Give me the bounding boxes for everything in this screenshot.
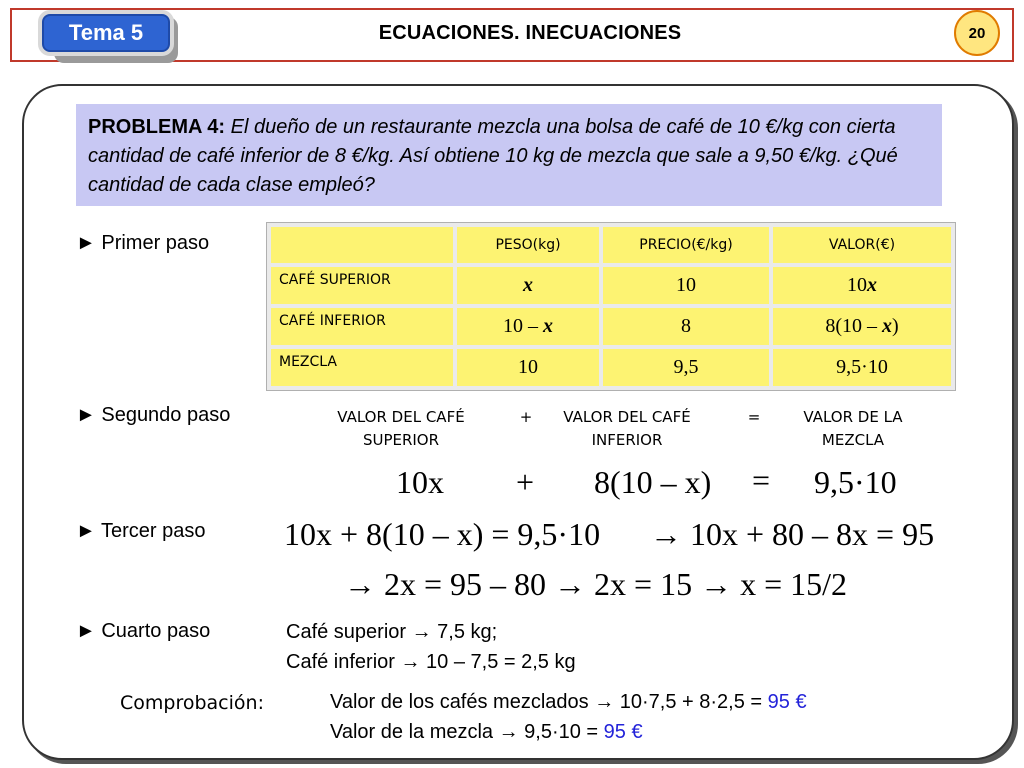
fourth-line1: Café superior → 7,5 kg; [286, 621, 498, 643]
word-term-line: SUPERIOR [362, 431, 440, 449]
table-header-cell: VALOR(€) [773, 227, 951, 263]
row-label: MEZCLA [271, 349, 453, 386]
word-term-line: VALOR DEL CAFÉ [337, 408, 465, 426]
table-row [271, 267, 951, 304]
var-x: x [523, 274, 533, 296]
table-header-row [271, 227, 951, 263]
var-x: x [882, 315, 892, 337]
step-first-label: ► Primer paso [76, 232, 210, 254]
var-x: x [867, 274, 877, 296]
valor-pre: 8(10 – [825, 315, 882, 337]
table-row [271, 349, 951, 386]
cell-peso [457, 267, 599, 304]
row-label: CAFÉ SUPERIOR [271, 267, 453, 304]
check-line1-result: 95 € [767, 691, 807, 713]
tema-tab-label: Tema 5 [68, 20, 144, 45]
word-equals: = [747, 408, 761, 426]
table-header-cell [271, 227, 453, 263]
sym-term2: 8(10 – x) [594, 464, 712, 500]
problem-box [76, 104, 942, 206]
check-label: Comprobación: [120, 692, 264, 714]
var-x: x [543, 315, 553, 337]
tema-tab[interactable] [38, 10, 174, 56]
table-row [271, 308, 951, 345]
problem-label: PROBLEMA 4: [88, 116, 226, 138]
row-label: CAFÉ INFERIOR [271, 308, 453, 345]
cell-valor [773, 308, 951, 345]
third-eq-line1-right: → 10x + 80 – 8x = 95 [650, 516, 935, 552]
check-line1-text: Valor de los cafés mezclados → 10·7,5 + 8·2,5 = [330, 691, 768, 713]
sym-equals: = [752, 462, 771, 498]
sym-term3: 9,5·10 [814, 464, 897, 500]
table-header-cell: PRECIO(€/kg) [603, 227, 769, 263]
cell-precio: 8 [603, 308, 769, 345]
check-line2-result: 95 € [603, 721, 643, 743]
sym-term1: 10x [396, 464, 444, 500]
peso-num: 10 – [503, 315, 543, 337]
third-eq-line2: → 2x = 95 – 80 → 2x = 15 → x = 15/2 [344, 566, 848, 602]
word-term-line: MEZCLA [821, 431, 885, 449]
word-term-line: VALOR DEL CAFÉ [563, 408, 691, 426]
word-term-line: VALOR DE LA [803, 408, 903, 426]
sym-plus: + [516, 464, 535, 500]
word-term-superior [326, 406, 476, 452]
check-line2 [330, 718, 643, 746]
data-table [266, 222, 956, 391]
check-line1 [330, 688, 807, 716]
cell-peso: 10 [457, 349, 599, 386]
cell-valor [773, 267, 951, 304]
page-title: ECUACIONES. INECUACIONES [378, 22, 682, 44]
check-line2-text: Valor de la mezcla → 9,5·10 = [330, 721, 604, 743]
cell-peso [457, 308, 599, 345]
step-fourth-label: ► Cuarto paso [76, 620, 211, 642]
valor-post: ) [892, 315, 899, 337]
cell-valor: 9,5·10 [773, 349, 951, 386]
word-term-inferior [552, 406, 702, 452]
fourth-line2: Café inferior → 10 – 7,5 = 2,5 kg [286, 651, 576, 673]
word-term-mezcla [780, 406, 926, 452]
word-term-line: INFERIOR [591, 431, 663, 449]
valor-num: 10 [847, 274, 867, 296]
cell-precio: 10 [603, 267, 769, 304]
step-third-label: ► Tercer paso [76, 520, 206, 542]
table-header-cell: PESO(kg) [457, 227, 599, 263]
page-number-badge: 20 [954, 10, 1000, 56]
word-plus: + [519, 408, 533, 426]
problem-text: El dueño de un restaurante mezcla una bolsa de café de 10 €/kg con cierta cantidad de café inferior de 8 €/kg. Así obtiene 10 kg de mezcla que sale a 9,50 €/kg. ¿Qué cantidad de cada clase empleó? [88, 116, 898, 196]
step-second-label: ► Segundo paso [76, 404, 231, 426]
cell-precio: 9,5 [603, 349, 769, 386]
third-eq-line1-left: 10x + 8(10 – x) = 9,5·10 [284, 516, 601, 552]
